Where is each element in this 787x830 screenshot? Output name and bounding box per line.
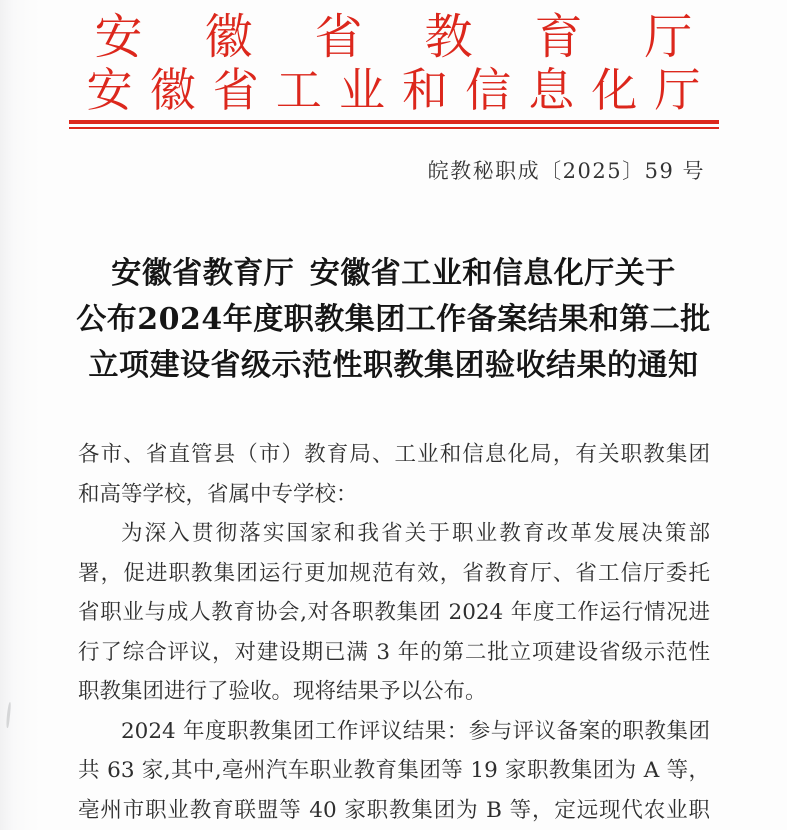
body-line: 亳州市职业教育联盟等 40 家职教集团为 B 等，定远现代农业职 bbox=[78, 791, 710, 830]
title-line: 安徽省教育厅 安徽省工业和信息化厅关于 bbox=[0, 251, 787, 297]
header-char: 安 bbox=[87, 64, 133, 116]
body-line: 2024 年度职教集团工作评议结果：参与评议备案的职教集团 bbox=[78, 712, 710, 752]
header-char: 徽 bbox=[204, 10, 252, 64]
header-char: 息 bbox=[528, 64, 574, 116]
header-char: 徽 bbox=[150, 64, 196, 116]
header-char: 业 bbox=[339, 64, 385, 116]
body-line: 各市、省直管县（市）教育局、工业和信息化局，有关职教集团 bbox=[78, 435, 710, 475]
body-line: 和高等学校，省属中专学校： bbox=[78, 475, 710, 515]
header-char: 育 bbox=[534, 10, 582, 64]
header-char: 工 bbox=[276, 64, 322, 116]
body-text bbox=[78, 435, 710, 830]
body-line: 共 63 家,其中,亳州汽车职业教育集团等 19 家职教集团为 A 等， bbox=[78, 751, 710, 791]
header-char: 厅 bbox=[654, 64, 700, 116]
header-char: 教 bbox=[424, 10, 472, 64]
red-separator bbox=[69, 120, 719, 129]
scan-artifact bbox=[6, 702, 12, 728]
header-char: 省 bbox=[213, 64, 259, 116]
header-char: 厅 bbox=[644, 10, 692, 64]
header-char: 省 bbox=[314, 10, 362, 64]
title-line: 立项建设省级示范性职教集团验收结果的通知 bbox=[0, 343, 787, 389]
body-line: 行了综合评议，对建设期已满 3 年的第二批立项建设省级示范性 bbox=[78, 633, 710, 673]
header-line-1 bbox=[95, 10, 693, 64]
body-line: 职教集团进行了验收。现将结果予以公布。 bbox=[78, 672, 710, 712]
header-char: 和 bbox=[402, 64, 448, 116]
body-line: 为深入贯彻落实国家和我省关于职业教育改革发展决策部 bbox=[78, 514, 710, 554]
notice-title bbox=[0, 251, 787, 389]
header-char: 信 bbox=[465, 64, 511, 116]
title-line: 公布2024年度职教集团工作备案结果和第二批 bbox=[0, 297, 787, 343]
body-line: 省职业与成人教育协会,对各职教集团 2024 年度工作运行情况进 bbox=[78, 593, 710, 633]
header-char: 化 bbox=[591, 64, 637, 116]
header-line-2 bbox=[87, 64, 701, 116]
body-line: 署，促进职教集团运行更加规范有效，省教育厅、省工信厅委托 bbox=[78, 554, 710, 594]
doc-number: 皖教秘职成〔2025〕59 号 bbox=[0, 155, 787, 185]
document-header bbox=[0, 0, 787, 129]
header-char: 安 bbox=[95, 10, 143, 64]
